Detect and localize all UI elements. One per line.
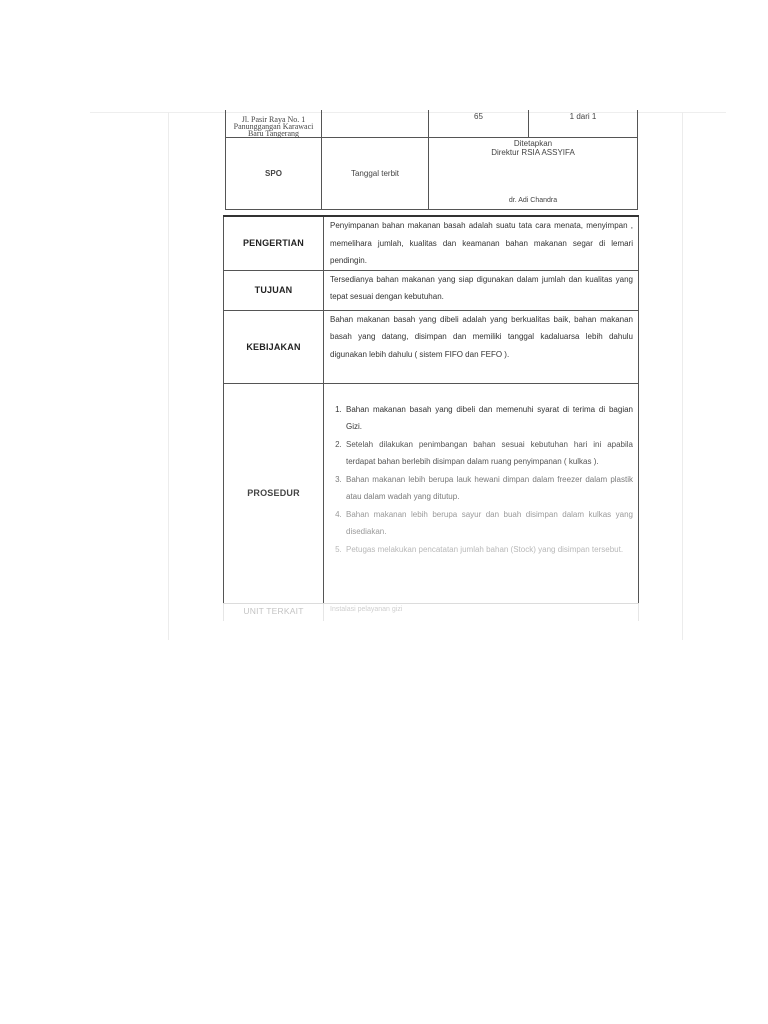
- ditetapkan-label: Ditetapkan: [513, 139, 553, 148]
- prosedur-step: 4. Bahan makanan lebih berupa sayur dan buah disimpan dalam kulkas yang disediakan.: [344, 506, 633, 541]
- spo-content-table: [223, 215, 639, 621]
- tanggal-terbit-label: Tanggal terbit: [322, 138, 429, 210]
- hospital-address: Jl. Pasir Raya No. 1 Panunggangan Karawaci Baru Tangerang: [226, 110, 322, 138]
- page-count: 1 dari 1: [529, 110, 638, 138]
- prosedur-step: 3. Bahan makanan lebih berupa lauk hewani dimpan dalam freezer dalam plastik atau dalam wadah yang ditutup.: [344, 471, 633, 506]
- approval-cell: [429, 138, 638, 210]
- prosedur-step: 5. Petugas melakukan pencatatan jumlah bahan (Stock) yang disimpan tersebut.: [344, 541, 633, 559]
- page-edge-left: [168, 112, 169, 640]
- prosedur-steps: [324, 383, 639, 603]
- tujuan-text: Tersedianya bahan makanan yang siap digunakan dalam jumlah dan kualitas yang tepat sesuai dengan kebutuhan.: [324, 270, 639, 310]
- pengertian-label: PENGERTIAN: [224, 216, 324, 270]
- kebijakan-text: Bahan makanan basah yang dibeli adalah yang berkualitas baik, bahan makanan basah yang datang, disimpan dan memiliki tanggal kadaluarsa lebih dahulu digunakan lebih dahulu ( sistem FIFO dan FEFO ).: [324, 310, 639, 383]
- spo-label: SPO: [226, 138, 322, 210]
- prosedur-step: 2. Setelah dilakukan penimbangan bahan sesuai kebutuhan hari ini apabila terdapat bahan berlebih disimpan dalam ruang penyimpanan ( kulkas ).: [344, 436, 633, 471]
- signatory-name: dr. Adi Chandra: [508, 196, 558, 204]
- prosedur-list: [330, 401, 633, 559]
- unit-terkait-label: UNIT TERKAIT: [224, 603, 324, 621]
- pengertian-text: Penyimpanan bahan makanan basah adalah suatu tata cara menata, menyimpan , memelihara jumlah, kualitas dan keamanan bahan makanan segar di lemari pendingin.: [324, 216, 639, 270]
- kebijakan-label: KEBIJAKAN: [224, 310, 324, 383]
- page-edge-right: [682, 112, 683, 640]
- prosedur-label: PROSEDUR: [224, 383, 324, 603]
- header-empty-cell: [322, 110, 429, 138]
- unit-terkait-text: Instalasi pelayanan gizi: [324, 603, 639, 621]
- tujuan-label: TUJUAN: [224, 270, 324, 310]
- prosedur-step: 1. Bahan makanan basah yang dibeli dan memenuhi syarat di terima di bagian Gizi.: [344, 401, 633, 436]
- director-title: Direktur RSIA ASSYIFA: [491, 147, 575, 157]
- document-number: 65: [429, 110, 529, 138]
- header-table: [225, 110, 638, 210]
